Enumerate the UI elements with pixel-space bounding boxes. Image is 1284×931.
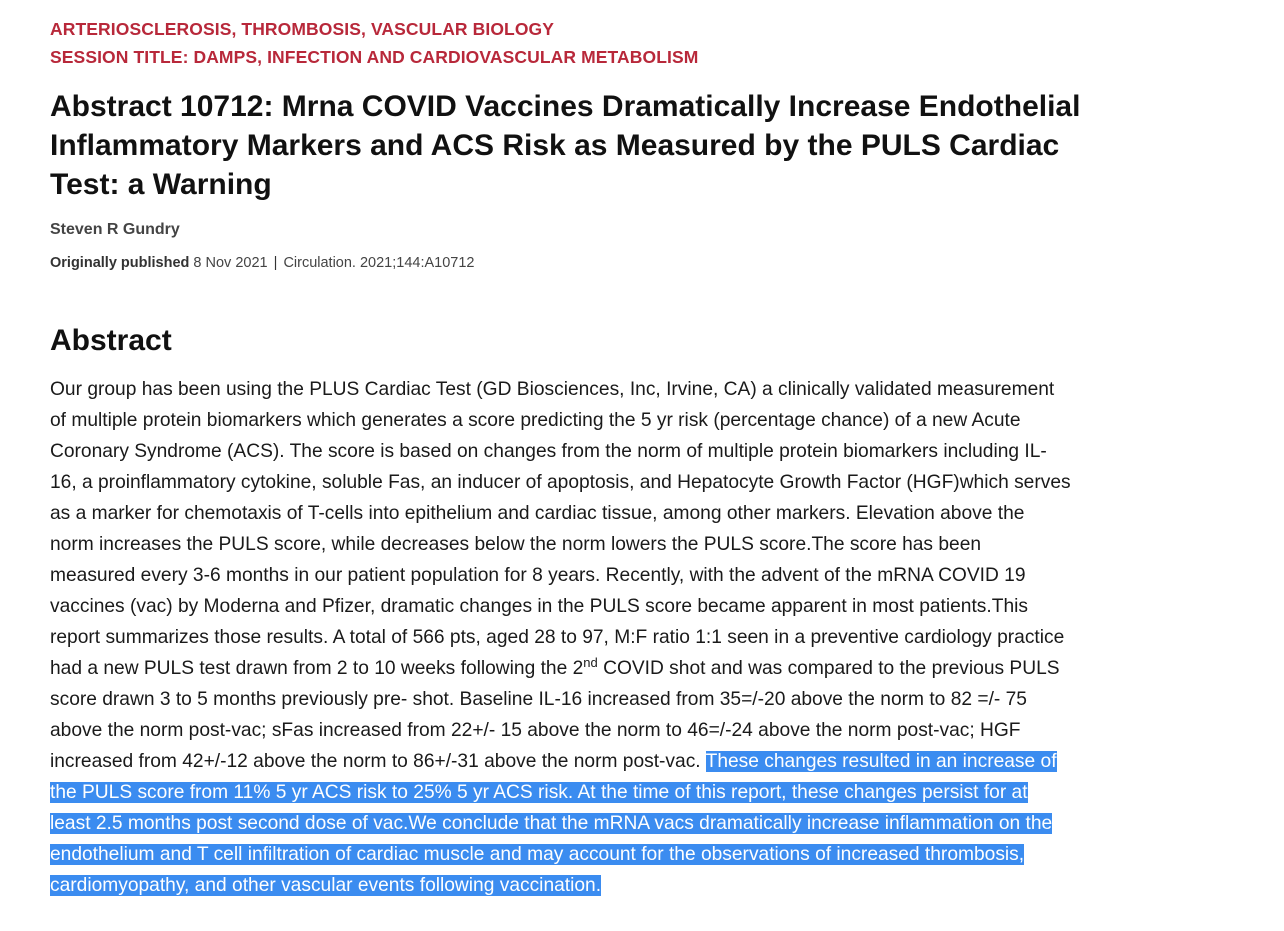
abstract-line: Our group has been using the PLUS Cardiac Test (GD Biosciences, Inc, Irvine, CA) a clinically validated measurement bbox=[50, 379, 1055, 400]
abstract-line: measured every 3-6 months in our patient population for 8 years. Recently, with the advent of the mRNA COVID 19 bbox=[50, 565, 1026, 586]
citation: Circulation. 2021;144:A10712 bbox=[283, 255, 475, 271]
abstract-line bbox=[50, 777, 1250, 808]
abstract-text: increased from 42+/-12 above the norm to 86+/-31 above the norm post-vac. bbox=[50, 751, 706, 772]
abstract-line bbox=[50, 746, 1250, 777]
abstract-line: norm increases the PULS score, while decreases below the norm lowers the PULS score.The score has been bbox=[50, 534, 982, 555]
published-date: 8 Nov 2021 bbox=[193, 255, 268, 271]
published-label: Originally published bbox=[50, 255, 190, 271]
abstract-heading: Abstract bbox=[50, 324, 172, 357]
category-link[interactable]: ARTERIOSCLEROSIS, THROMBOSIS, VASCULAR BIOLOGY bbox=[50, 19, 555, 39]
article-title bbox=[50, 87, 1240, 204]
article-category-block bbox=[50, 15, 698, 71]
abstract-line bbox=[50, 839, 1250, 870]
abstract-text: had a new PULS test drawn from 2 to 10 weeks following the 2 bbox=[50, 658, 584, 679]
title-line: Inflammatory Markers and ACS Risk as Measured by the PULS Cardiac bbox=[50, 129, 1060, 162]
selected-text[interactable]: cardiomyopathy, and other vascular events following vaccination. bbox=[50, 875, 602, 896]
selected-text[interactable]: These changes resulted in an increase of bbox=[705, 751, 1057, 772]
author-name[interactable]: Steven R Gundry bbox=[50, 221, 180, 238]
publication-info bbox=[50, 255, 475, 271]
abstract-line bbox=[50, 870, 1250, 901]
session-title: SESSION TITLE: DAMPS, INFECTION AND CARDIOVASCULAR METABOLISM bbox=[50, 47, 699, 67]
selected-text[interactable]: least 2.5 months post second dose of vac.We conclude that the mRNA vacs dramatically increase inflammation on the bbox=[50, 813, 1053, 834]
selected-text[interactable]: endothelium and T cell infiltration of cardiac muscle and may account for the observations of increased thrombosis, bbox=[50, 844, 1025, 865]
pubinfo-separator: | bbox=[273, 255, 278, 271]
abstract-line: as a marker for chemotaxis of T-cells into epithelium and cardiac tissue, among other markers. Elevation above the bbox=[50, 503, 1025, 524]
abstract-line: of multiple protein biomarkers which generates a score predicting the 5 yr risk (percentage chance) of a new Acute bbox=[50, 410, 1021, 431]
title-line: Abstract 10712: Mrna COVID Vaccines Dramatically Increase Endothelial bbox=[50, 90, 1081, 123]
abstract-body bbox=[50, 374, 1250, 901]
abstract-line: report summarizes those results. A total of 566 pts, aged 28 to 97, M:F ratio 1:1 seen in a preventive cardiology practice bbox=[50, 627, 1065, 648]
abstract-line bbox=[50, 808, 1250, 839]
abstract-line: Coronary Syndrome (ACS). The score is based on changes from the norm of multiple protein biomarkers including IL- bbox=[50, 441, 1047, 462]
title-line: Test: a Warning bbox=[50, 168, 272, 201]
abstract-line: above the norm post-vac; sFas increased from 22+/- 15 above the norm to 46=/-24 above the norm post-vac; HGF bbox=[50, 720, 1021, 741]
selected-text[interactable]: the PULS score from 11% 5 yr ACS risk to 25% 5 yr ACS risk. At the time of this report, these changes persist for at bbox=[50, 782, 1028, 803]
abstract-line: score drawn 3 to 5 months previously pre- shot. Baseline IL-16 increased from 35=/-20 above the norm to 82 =/- 75 bbox=[50, 689, 1027, 710]
abstract-line: vaccines (vac) by Moderna and Pfizer, dramatic changes in the PULS score became apparent in most patients.This bbox=[50, 596, 1028, 617]
ordinal-superscript: nd bbox=[583, 655, 598, 670]
abstract-line: 16, a proinflammatory cytokine, soluble Fas, an inducer of apoptosis, and Hepatocyte Growth Factor (HGF)which serves bbox=[50, 472, 1071, 493]
abstract-line bbox=[50, 653, 1250, 684]
abstract-text: COVID shot and was compared to the previous PULS bbox=[597, 658, 1060, 679]
